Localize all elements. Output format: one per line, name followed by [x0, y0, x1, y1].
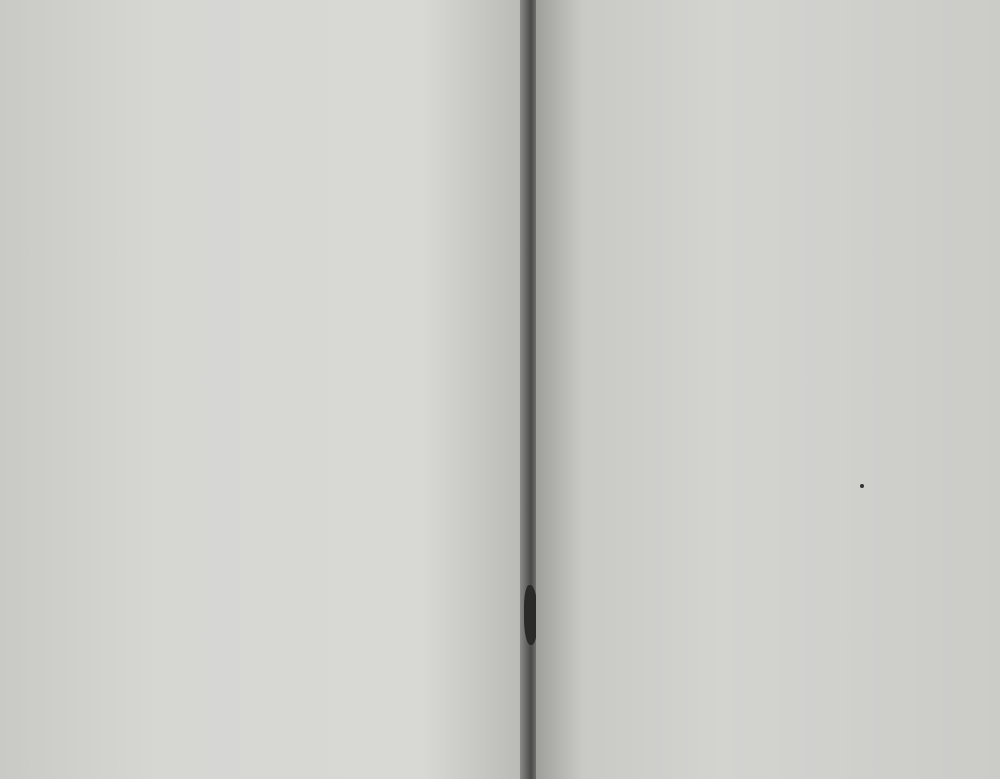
page-speck	[860, 484, 864, 488]
right-page	[536, 0, 1000, 779]
